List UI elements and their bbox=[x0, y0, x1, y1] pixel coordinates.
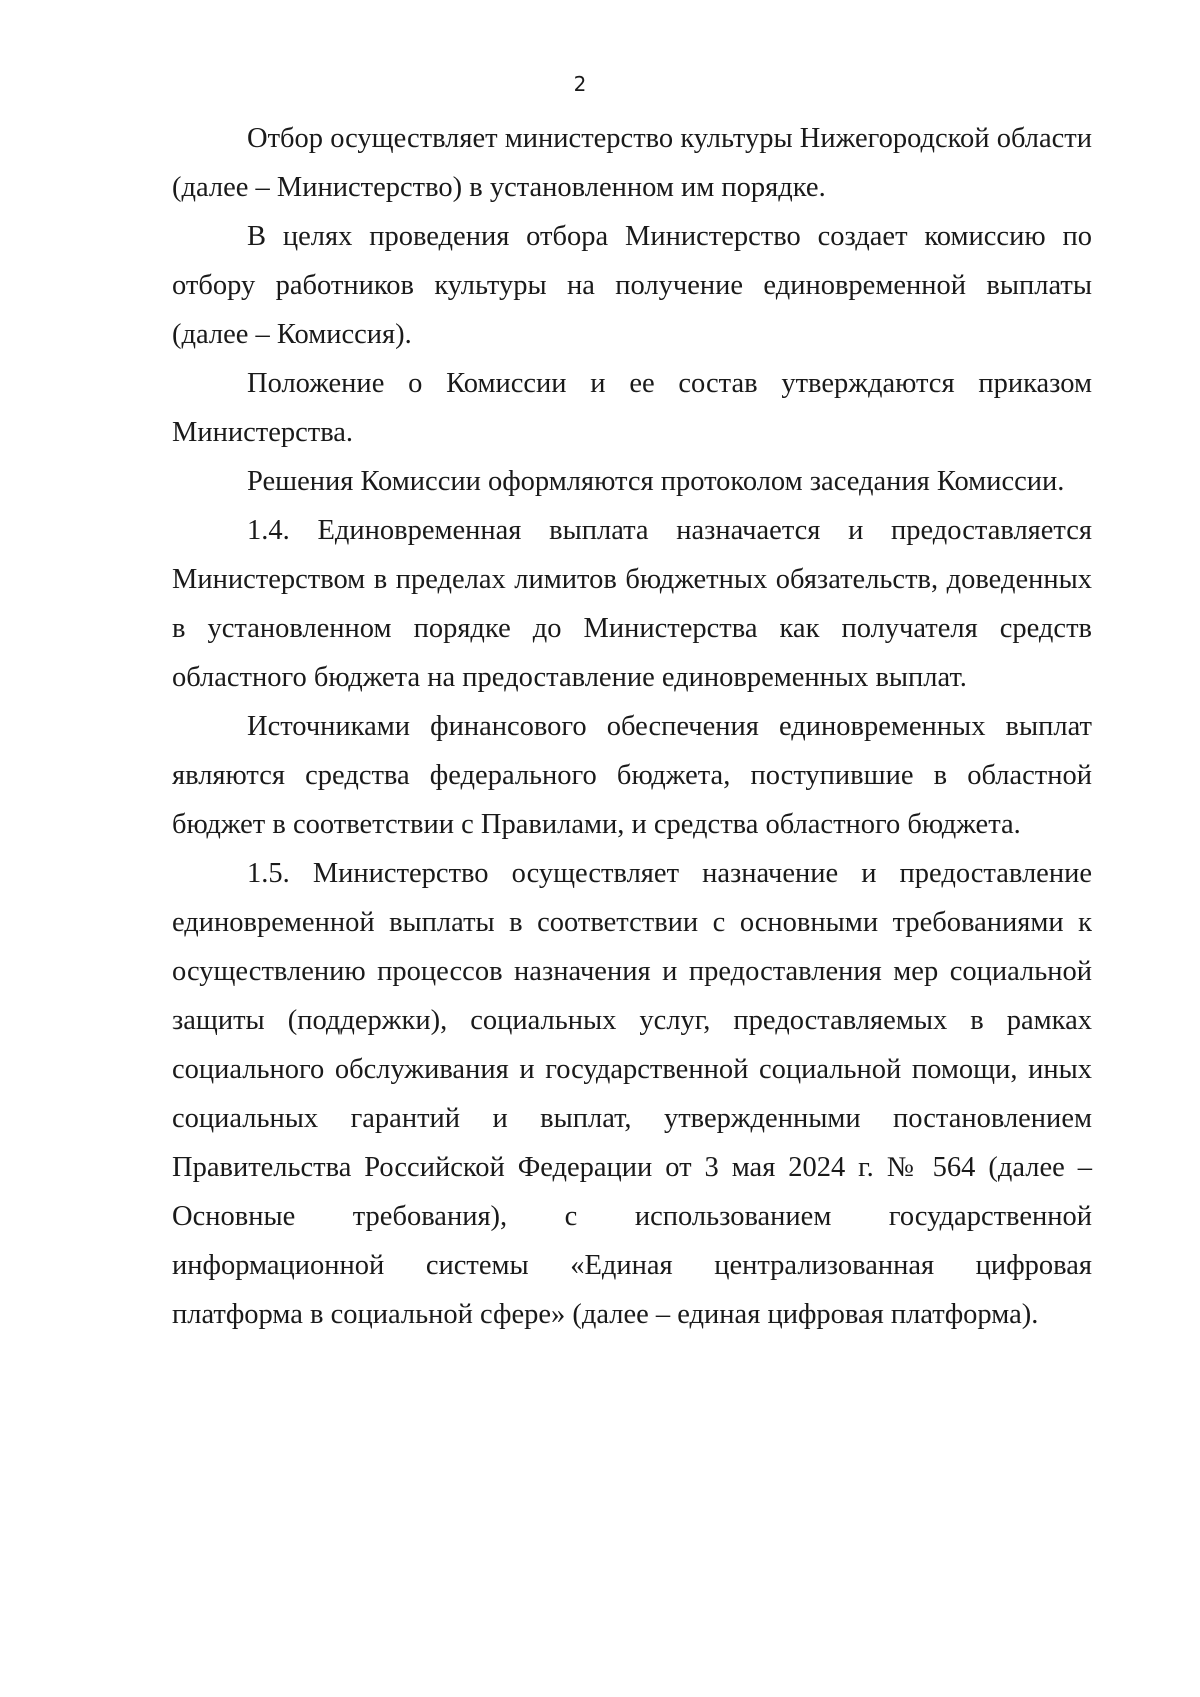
paragraph-commission-regulation: Положение о Комиссии и ее состав утверждаются приказом Министерства. bbox=[172, 368, 1092, 448]
paragraph-commission-creation: В целях проведения отбора Министерство создает комиссию по отбору работников культуры на получение единовременной выплаты (далее – Комиссия). bbox=[172, 221, 1092, 350]
paragraph-section-1-5: 1.5. Министерство осуществляет назначение и предоставление единовременной выплаты в соответствии с основными требованиями к осуществлению процессов назначения и предоставления мер социальной защиты (поддержки), социальных услуг, предоставляемых в рамках социального обслуживания и государственной социальной помощи, иных социальных гарантий и выплат, утвержденными постановлением Правительства Российской Федерации от 3 мая 2024 г. № 564 (далее – Основные требования), с использованием государственной информационной системы «Единая централизованная цифровая платформа в социальной сфере» (далее – единая цифровая платформа). bbox=[172, 858, 1092, 1330]
page-number: 2 bbox=[573, 72, 587, 96]
document-body bbox=[172, 114, 1092, 1339]
paragraph-section-1-4: 1.4. Единовременная выплата назначается и предоставляется Министерством в пределах лимитов бюджетных обязательств, доведенных в установленном порядке до Министерства как получателя средств областного бюджета на предоставление единовременных выплат. bbox=[172, 515, 1092, 693]
paragraph-commission-decisions: Решения Комиссии оформляются протоколом заседания Комиссии. bbox=[247, 466, 1065, 497]
paragraph-selection-body: Отбор осуществляет министерство культуры Нижегородской области (далее – Министерство) в установленном им порядке. bbox=[172, 123, 1092, 203]
paragraph-funding-sources: Источниками финансового обеспечения единовременных выплат являются средства федерального бюджета, поступившие в областной бюджет в соответствии с Правилами, и средства областного бюджета. bbox=[172, 711, 1092, 840]
